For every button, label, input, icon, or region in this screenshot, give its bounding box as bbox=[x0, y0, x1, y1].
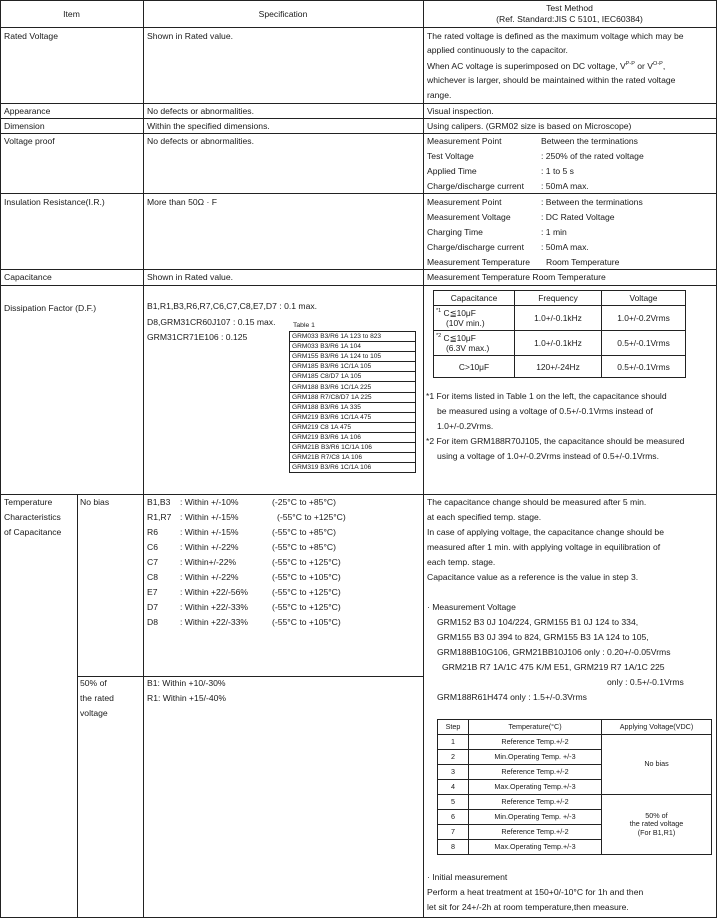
df-note1-c: 1.0+/-0.2Vrms. bbox=[437, 421, 494, 431]
method-capacitance: Measurement Temperature Room Temperature bbox=[427, 272, 606, 282]
table1-row: GRM188 B3/R6 1A 335 bbox=[290, 402, 416, 412]
row-line bbox=[0, 118, 717, 119]
sub-half-1: 50% of bbox=[80, 678, 107, 688]
table1-row: GRM033 B3/R6 1A 123 to 823 bbox=[290, 332, 416, 342]
df-note2-b: using a voltage of 1.0+/-0.2Vrms instead of 0.5+/-0.1Vrms. bbox=[437, 451, 659, 461]
row-line bbox=[0, 27, 717, 28]
item-temp-2: Characteristics bbox=[4, 512, 61, 522]
frequency-table bbox=[433, 290, 686, 378]
tc-within: : Within +22/-33% bbox=[180, 617, 249, 627]
table1-row: GRM033 B3/R6 1A 104 bbox=[290, 342, 416, 352]
vp-value: : 50mA max. bbox=[541, 181, 589, 191]
item-temp-3: of Capacitance bbox=[4, 527, 62, 537]
spec-df-2: D8,GRM31CR60J107 : 0.15 max. bbox=[147, 317, 276, 327]
item-dissipation: Dissipation Factor (D.F.) bbox=[4, 303, 97, 313]
row-line bbox=[0, 133, 717, 134]
tc-code: C8 bbox=[147, 572, 158, 582]
spec-voltage-proof: No defects or abnormalities. bbox=[147, 136, 254, 146]
table1 bbox=[289, 331, 416, 473]
spec-df-1: B1,R1,B3,R6,R7,C6,C7,C8,E7,D7 : 0.1 max. bbox=[147, 301, 318, 311]
tc-within: : Within +22/-56% bbox=[180, 587, 249, 597]
tc-within: : Within +/-10% bbox=[180, 497, 239, 507]
tc-range: (-55°C to +85°C) bbox=[272, 542, 336, 552]
method-dimension: Using calipers. (GRM02 size is based on Microscope) bbox=[427, 121, 632, 131]
initial-line-2: let sit for 24+/-2h at room temperature,then measure. bbox=[427, 902, 629, 912]
ir-label: Charge/discharge current bbox=[427, 242, 524, 252]
tc-code: C7 bbox=[147, 557, 158, 567]
tc-code: D8 bbox=[147, 617, 158, 627]
table1-row: GRM219 C8 1A 475 bbox=[290, 422, 416, 432]
method-rated-voltage-2: applied continuously to the capacitor. bbox=[427, 45, 568, 55]
col-divider-subitem bbox=[77, 494, 78, 918]
tc-code: R1,R7 bbox=[147, 512, 172, 522]
ir-value: : 1 min bbox=[541, 227, 567, 237]
step-row: 4 Max.Operating Temp.+/-3 bbox=[438, 780, 712, 795]
step-header-row: Step Temperature(°C) Applying Voltage(VDC) bbox=[438, 720, 712, 735]
header-item: Item bbox=[63, 9, 80, 19]
col-divider-item bbox=[143, 0, 144, 918]
ir-value: : 50mA max. bbox=[541, 242, 589, 252]
tc-range: (-25°C to +85°C) bbox=[272, 497, 336, 507]
method-rated-voltage-1: The rated voltage is defined as the maximum voltage which may be bbox=[427, 31, 684, 41]
initial-title: · Initial measurement bbox=[427, 872, 508, 882]
step-row: 8 Max.Operating Temp.+/-3 bbox=[438, 840, 712, 855]
tc-code: E7 bbox=[147, 587, 158, 597]
mv-line: GRM152 B3 0J 104/224, GRM155 B1 0J 124 to 334, bbox=[437, 617, 639, 627]
ir-label: Measurement Temperature bbox=[427, 257, 531, 267]
method-rated-voltage-5: range. bbox=[427, 90, 452, 100]
ir-value: Room Temperature bbox=[546, 257, 620, 267]
row-line bbox=[0, 285, 717, 286]
header-standard: (Ref. Standard:JIS C 5101, IEC60384) bbox=[496, 14, 643, 24]
mv-line: only : 0.5+/-0.1Vrms bbox=[607, 677, 684, 687]
spec-rated-voltage: Shown in Rated value. bbox=[147, 31, 233, 41]
row-line bbox=[0, 269, 717, 270]
table1-row: GRM185 B3/R6 1C/1A 105 bbox=[290, 362, 416, 372]
row-line bbox=[0, 103, 717, 104]
step-row: 3 Reference Temp.+/-2 bbox=[438, 765, 712, 780]
item-appearance: Appearance bbox=[4, 106, 51, 116]
tc-method-5: each temp. stage. bbox=[427, 557, 496, 567]
initial-line-1: Perform a heat treatment at 150+0/-10°C for 1h and then bbox=[427, 887, 644, 897]
item-rated-voltage: Rated Voltage bbox=[4, 31, 58, 41]
table1-title: Table 1 bbox=[293, 322, 315, 329]
mv-line: GRM188R61H474 only : 1.5+/-0.3Vrms bbox=[437, 692, 587, 702]
df-note1-b: be measured using a voltage of 0.5+/-0.1Vrms instead of bbox=[437, 406, 653, 416]
item-dimension: Dimension bbox=[4, 121, 45, 131]
tc-method-3: In case of applying voltage, the capacitance change should be bbox=[427, 527, 664, 537]
step-row: 7 Reference Temp.+/-2 bbox=[438, 825, 712, 840]
df-note2-a: *2 For item GRM188R70J105, the capacitance should be measured bbox=[426, 436, 685, 446]
table1-row: GRM21B R7/C8 1A 106 bbox=[290, 453, 416, 463]
sub-half-2: the rated bbox=[80, 693, 114, 703]
ir-label: Measurement Point bbox=[427, 197, 502, 207]
table1-row: GRM319 B3/R6 1C/1A 106 bbox=[290, 463, 416, 473]
tc-range: (-55°C to +85°C) bbox=[272, 527, 336, 537]
tc-within: : Within +/-22% bbox=[180, 542, 239, 552]
tc-code: R6 bbox=[147, 527, 158, 537]
tc-within: : Within +/-15% bbox=[180, 512, 239, 522]
tc-range: (-55°C to +125°C) bbox=[277, 512, 346, 522]
vp-value: : 1 to 5 s bbox=[541, 166, 574, 176]
tc-within: : Within+/-22% bbox=[180, 557, 237, 567]
step-row: 2 Min.Operating Temp. +/-3 bbox=[438, 750, 712, 765]
vp-value: : 250% of the rated voltage bbox=[541, 151, 644, 161]
freq-header-row: Capacitance Frequency Voltage bbox=[434, 291, 686, 306]
spec-appearance: No defects or abnormalities. bbox=[147, 106, 254, 116]
tc-range: (-55°C to +125°C) bbox=[272, 587, 341, 597]
tc-within: : Within +/-22% bbox=[180, 572, 239, 582]
tc-code: B1,B3 bbox=[147, 497, 171, 507]
tc-range: (-55°C to +105°C) bbox=[272, 572, 341, 582]
mv-line: GRM21B R7 1A/1C 475 K/M E51, GRM219 R7 1A/1C 225 bbox=[442, 662, 665, 672]
mv-title: · Measurement Voltage bbox=[427, 602, 516, 612]
tc-range: (-55°C to +125°C) bbox=[272, 557, 341, 567]
mv-line: GRM155 B3 0J 394 to 824, GRM155 B3 1A 124 to 105, bbox=[437, 632, 649, 642]
tc-range: (-55°C to +125°C) bbox=[272, 602, 341, 612]
vp-label: Test Voltage bbox=[427, 151, 474, 161]
df-note1-a: *1 For items listed in Table 1 on the left, the capacitance should bbox=[426, 391, 667, 401]
table1-row: GRM155 B3/R6 1A 124 to 105 bbox=[290, 352, 416, 362]
method-rated-voltage-4: whichever is larger, should be maintained within the rated voltage bbox=[427, 75, 676, 85]
table1-row: GRM219 B3/R6 1A 106 bbox=[290, 432, 416, 442]
ir-value: : DC Rated Voltage bbox=[541, 212, 615, 222]
mv-line: GRM188B10G106, GRM21BB10J106 only : 0.20+/-0.05Vrms bbox=[437, 647, 671, 657]
item-capacitance: Capacitance bbox=[4, 272, 52, 282]
item-insulation: Insulation Resistance(I.R.) bbox=[4, 197, 105, 207]
spec-df-3: GRM31CR71E106 : 0.125 bbox=[147, 332, 248, 342]
table1-row: GRM188 B3/R6 1C/1A 225 bbox=[290, 382, 416, 392]
tc-code: D7 bbox=[147, 602, 158, 612]
item-temp-1: Temperature bbox=[4, 497, 53, 507]
method-rated-voltage-3: When AC voltage is superimposed on DC voltage, $V^{P-P}$ or $V^{O-P}$, bbox=[427, 61, 666, 71]
row-line bbox=[0, 494, 717, 495]
step-row: 5 Reference Temp.+/-2 50% of the rated voltage (For B1,R1) bbox=[438, 795, 712, 810]
freq-row: C>10μF 120+/-24Hz 0.5+/-0.1Vrms bbox=[434, 356, 686, 378]
step-row: 6 Min.Operating Temp. +/-3 bbox=[438, 810, 712, 825]
spec-half-b1: B1: Within +10/-30% bbox=[147, 678, 226, 688]
method-appearance: Visual inspection. bbox=[427, 106, 494, 116]
tc-within: : Within +22/-33% bbox=[180, 602, 249, 612]
table1-row: GRM219 B3/R6 1C/1A 475 bbox=[290, 412, 416, 422]
vp-value: Between the terminations bbox=[541, 136, 638, 146]
step-table bbox=[437, 719, 712, 855]
tc-within: : Within +/-15% bbox=[180, 527, 239, 537]
tc-method-6: Capacitance value as a reference is the value in step 3. bbox=[427, 572, 639, 582]
sub-half-3: voltage bbox=[80, 708, 108, 718]
table1-row: GRM185 C8/D7 1A 105 bbox=[290, 372, 416, 382]
spec-insulation: More than 50Ω · F bbox=[147, 197, 217, 207]
border-left bbox=[0, 0, 1, 918]
vp-label: Charge/discharge current bbox=[427, 181, 524, 191]
vp-label: Applied Time bbox=[427, 166, 477, 176]
header-specification: Specification bbox=[258, 9, 308, 19]
table1-row: GRM188 R7/C8/D7 1A 225 bbox=[290, 392, 416, 402]
ir-value: : Between the terminations bbox=[541, 197, 643, 207]
freq-row: $^{*1}$ C≦10μF (10V min.) 1.0+/-0.1kHz 1.0+/-0.2Vrms bbox=[434, 306, 686, 331]
spec-half-r1: R1: Within +15/-40% bbox=[147, 693, 227, 703]
header-test-method: Test Method bbox=[546, 3, 593, 13]
item-voltage-proof: Voltage proof bbox=[4, 136, 55, 146]
tc-method-1: The capacitance change should be measured after 5 min. bbox=[427, 497, 647, 507]
table1-row: GRM21B B3/R6 1C/1A 106 bbox=[290, 443, 416, 453]
spec-dimension: Within the specified dimensions. bbox=[147, 121, 270, 131]
tc-method-2: at each specified temp. stage. bbox=[427, 512, 542, 522]
sub-no-bias: No bias bbox=[80, 497, 110, 507]
ir-label: Charging Time bbox=[427, 227, 483, 237]
row-line bbox=[0, 193, 717, 194]
vp-label: Measurement Point bbox=[427, 136, 502, 146]
ir-label: Measurement Voltage bbox=[427, 212, 511, 222]
border-top bbox=[0, 0, 717, 1]
col-divider-spec bbox=[423, 0, 424, 918]
tc-method-4: measured after 1 min. with applying voltage in equilibration of bbox=[427, 542, 661, 552]
step-row: 1 Reference Temp.+/-2 No bias bbox=[438, 735, 712, 750]
tc-code: C6 bbox=[147, 542, 158, 552]
row-line-sub bbox=[77, 676, 423, 677]
spec-capacitance: Shown in Rated value. bbox=[147, 272, 233, 282]
tc-range: (-55°C to +105°C) bbox=[272, 617, 341, 627]
freq-row: $^{*2}$ C≦10μF (6.3V max.) 1.0+/-0.1kHz 0.5+/-0.1Vrms bbox=[434, 331, 686, 356]
